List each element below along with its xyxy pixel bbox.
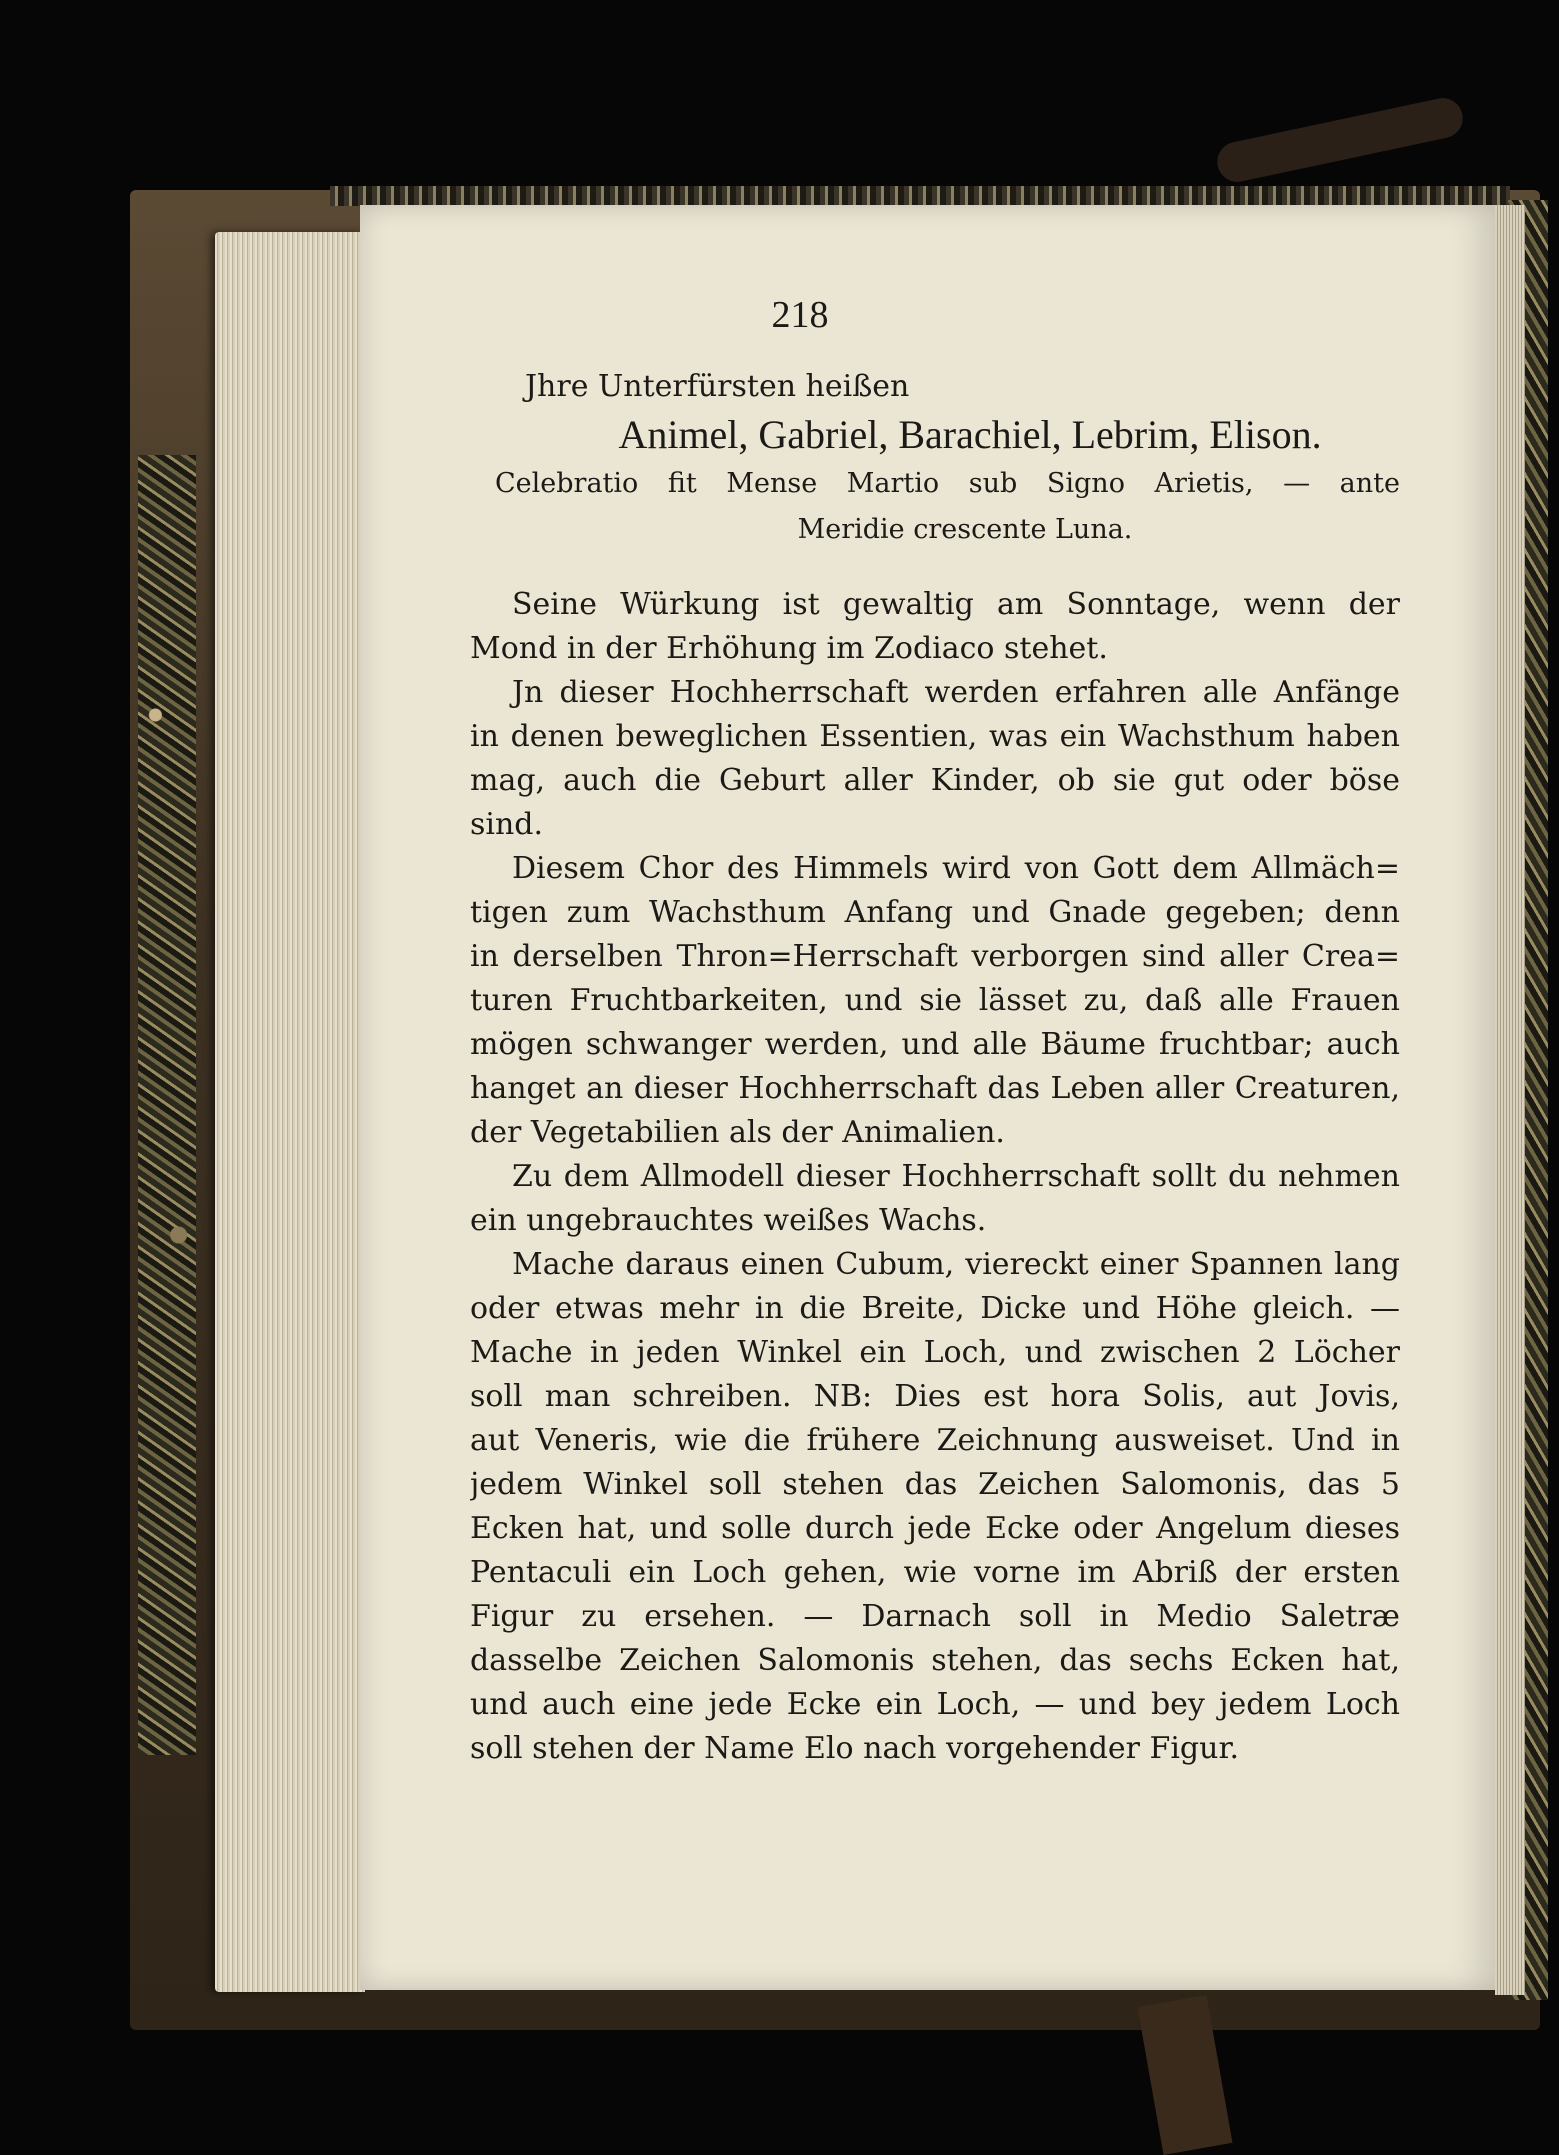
text-line: Mond in der Erhöhung im Zodiaco stehet.	[470, 631, 1108, 666]
text-line: Jn dieser Hochherrschaft werden erfahren alle Anfänge	[512, 675, 1400, 710]
text-line: Zu dem Allmodell dieser Hochherrschaft sollt du nehmen	[512, 1159, 1400, 1194]
text-line: oder etwas mehr in die Breite, Dicke und Höhe gleich. —	[470, 1291, 1400, 1326]
names-line: Animel, Gabriel, Barachiel, Lebrim, Elison.	[618, 412, 1322, 457]
celebratio-line: Meridie crescente Luna.	[797, 514, 1133, 545]
text-line: Mache daraus einen Cubum, viereckt einer Spannen lang	[512, 1247, 1400, 1282]
text-line: tigen zum Wachsthum Anfang und Gnade gegeben; denn	[470, 895, 1400, 930]
text-line: Diesem Chor des Himmels wird von Gott dem Allmäch=	[512, 851, 1400, 886]
celebratio-line: Celebratio fit Mense Martio sub Signo Arietis, — ante	[495, 468, 1400, 499]
paragraph	[470, 671, 1400, 847]
cover-top-marbling	[330, 186, 1510, 206]
text-line: in denen beweglichen Essentien, was ein Wachsthum haben	[470, 719, 1400, 754]
text-line: dasselbe Zeichen Salomonis stehen, das sechs Ecken hat,	[470, 1643, 1400, 1678]
bookmark-ribbon	[1214, 94, 1467, 185]
text-line: soll man schreiben. NB: Dies est hora Solis, aut Jovis,	[470, 1379, 1400, 1414]
left-cover-marbling	[138, 455, 196, 1755]
text-line: der Vegetabilien als der Animalien.	[470, 1115, 1005, 1150]
paragraph	[470, 847, 1400, 1155]
text-line: soll stehen der Name Elo nach vorgehender Figur.	[470, 1731, 1240, 1766]
text-line: und auch eine jede Ecke ein Loch, — und bey jedem Loch	[470, 1687, 1400, 1722]
heading-line: Jhre Unterfürsten heißen	[525, 369, 910, 404]
text-line: jedem Winkel soll stehen das Zeichen Salomonis, das 5	[470, 1467, 1400, 1502]
page-block-edges	[215, 232, 365, 1992]
paragraph	[470, 1155, 1400, 1243]
right-page-edge	[1495, 205, 1525, 1995]
text-line: Seine Würkung ist gewaltig am Sonntage, wenn der	[512, 587, 1400, 622]
page-text	[470, 365, 1400, 1771]
text-line: Mache in jeden Winkel ein Loch, und zwischen 2 Löcher	[470, 1335, 1400, 1370]
text-line: turen Fruchtbarkeiten, und sie lässet zu, daß alle Frauen	[470, 983, 1400, 1018]
text-line: hanget an dieser Hochherrschaft das Leben aller Creaturen,	[470, 1071, 1400, 1106]
text-line: Figur zu ersehen. — Darnach soll in Medio Saletræ	[470, 1599, 1400, 1634]
page-number: 218	[771, 294, 829, 336]
text-line: Ecken hat, und solle durch jede Ecke oder Angelum dieses	[470, 1511, 1400, 1546]
text-line: aut Veneris, wie die frühere Zeichnung ausweiset. Und in	[470, 1423, 1400, 1458]
text-line: mögen schwanger werden, und alle Bäume fruchtbar; auch	[470, 1027, 1400, 1062]
book-page	[360, 205, 1495, 1990]
paragraph	[470, 1243, 1400, 1771]
paragraph	[470, 583, 1400, 671]
text-line: Pentaculi ein Loch gehen, wie vorne im Abriß der ersten	[470, 1555, 1400, 1590]
text-line: in derselben Thron=Herrschaft verborgen sind aller Crea=	[470, 939, 1400, 974]
text-line: ein ungebrauchtes weißes Wachs.	[470, 1203, 987, 1238]
text-line: sind.	[470, 807, 544, 842]
text-line: mag, auch die Geburt aller Kinder, ob sie gut oder böse	[470, 763, 1400, 798]
